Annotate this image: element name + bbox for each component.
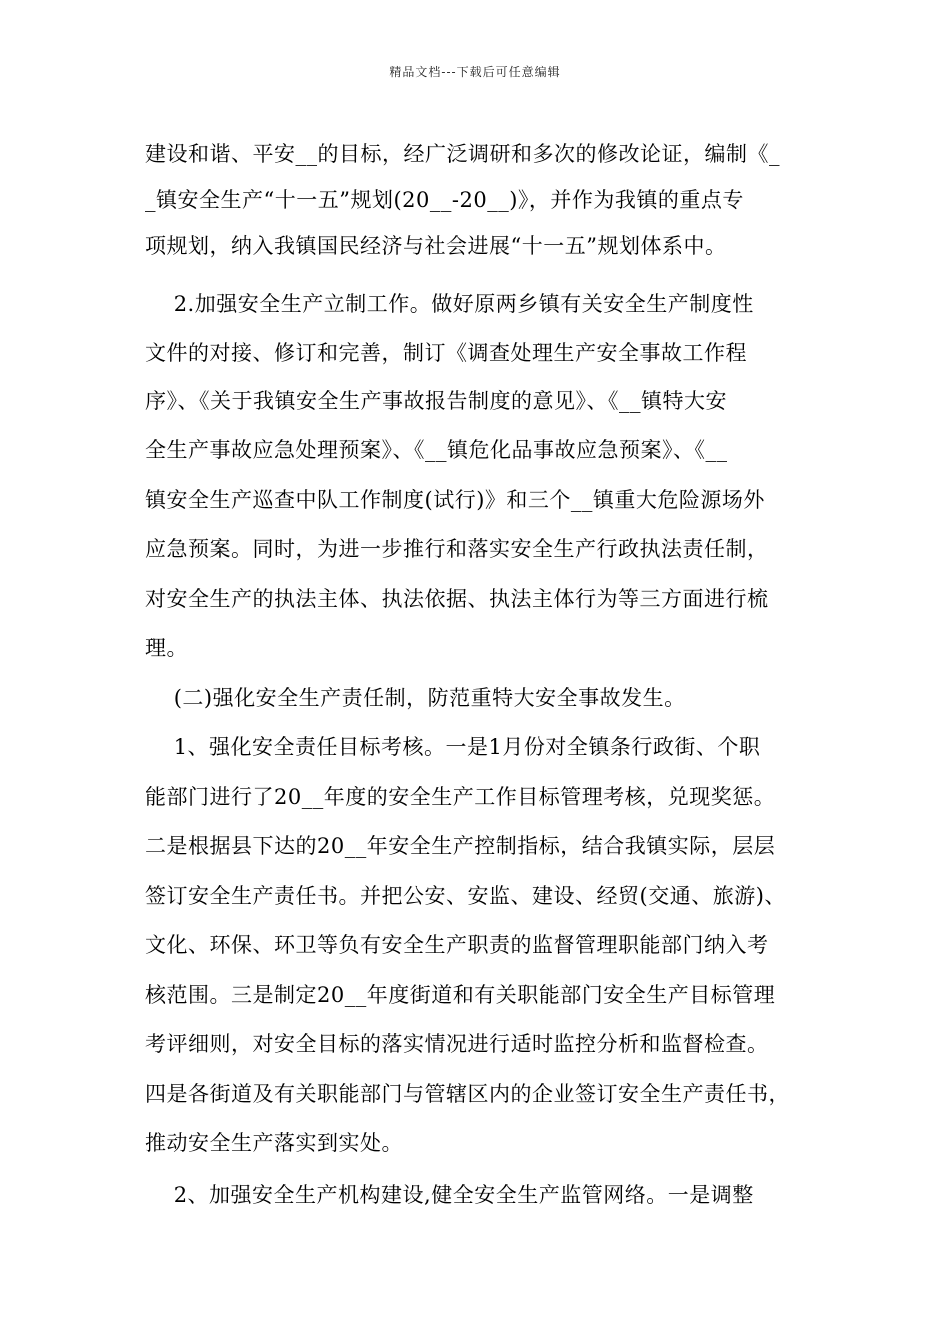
body-line: 文化、环保、环卫等负有安全生产职责的监督管理职能部门纳入考 — [145, 933, 769, 957]
page-header: 精品文档---下载后可任意编辑 — [389, 65, 561, 79]
body-line: 文件的对接、修订和完善，制订《调查处理生产安全事故工作程 — [145, 341, 747, 365]
body-line: 理。 — [145, 636, 188, 660]
body-line: 核范围。三是制定20__年度街道和有关职能部门安全生产目标管理 — [145, 983, 776, 1007]
body-line: 2、加强安全生产机构建设,健全安全生产监管网络。一是调整 — [145, 1183, 754, 1207]
body-line: 应急预案。同时，为进一步推行和落实安全生产行政执法责任制， — [145, 537, 769, 561]
body-line: 对安全生产的执法主体、执法依据、执法主体行为等三方面进行梳 — [145, 587, 769, 611]
body-line: 镇安全生产巡查中队工作制度(试行)》和三个__镇重大危险源场外 — [145, 488, 765, 512]
body-line: 全生产事故应急处理预案》、《__镇危化品事故应急预案》、《__ — [145, 438, 728, 462]
body-line: 能部门进行了20__年度的安全生产工作目标管理考核，兑现奖惩。 — [145, 785, 776, 809]
body-line: 建设和谐、平安__的目标，经广泛调研和多次的修改论证，编制《_ — [145, 142, 780, 166]
body-line: 二是根据县下达的20__年安全生产控制指标，结合我镇实际，层层 — [145, 834, 776, 858]
body-line: 1、强化安全责任目标考核。一是1月份对全镇条行政街、个职 — [145, 735, 761, 759]
body-line: _镇安全生产“十一五”规划(20__-20__)》，并作为我镇的重点专 — [145, 188, 744, 212]
body-line: 2.加强安全生产立制工作。做好原两乡镇有关安全生产制度性 — [145, 292, 754, 316]
body-line: 序》、《关于我镇安全生产事故报告制度的意见》、《__镇特大安 — [145, 389, 727, 413]
body-line: 项规划，纳入我镇国民经济与社会进展“十一五”规划体系中。 — [145, 234, 727, 258]
body-line: 考评细则，对安全目标的落实情况进行适时监控分析和监督检查。 — [145, 1032, 769, 1056]
body-line: 签订安全生产责任书。并把公安、安监、建设、经贸(交通、旅游)、 — [145, 884, 786, 908]
body-line: 推动安全生产落实到实处。 — [145, 1131, 403, 1155]
body-line: (二)强化安全生产责任制，防范重特大安全事故发生。 — [145, 686, 686, 710]
body-line: 四是各街道及有关职能部门与管辖区内的企业签订安全生产责任书， — [145, 1082, 790, 1106]
